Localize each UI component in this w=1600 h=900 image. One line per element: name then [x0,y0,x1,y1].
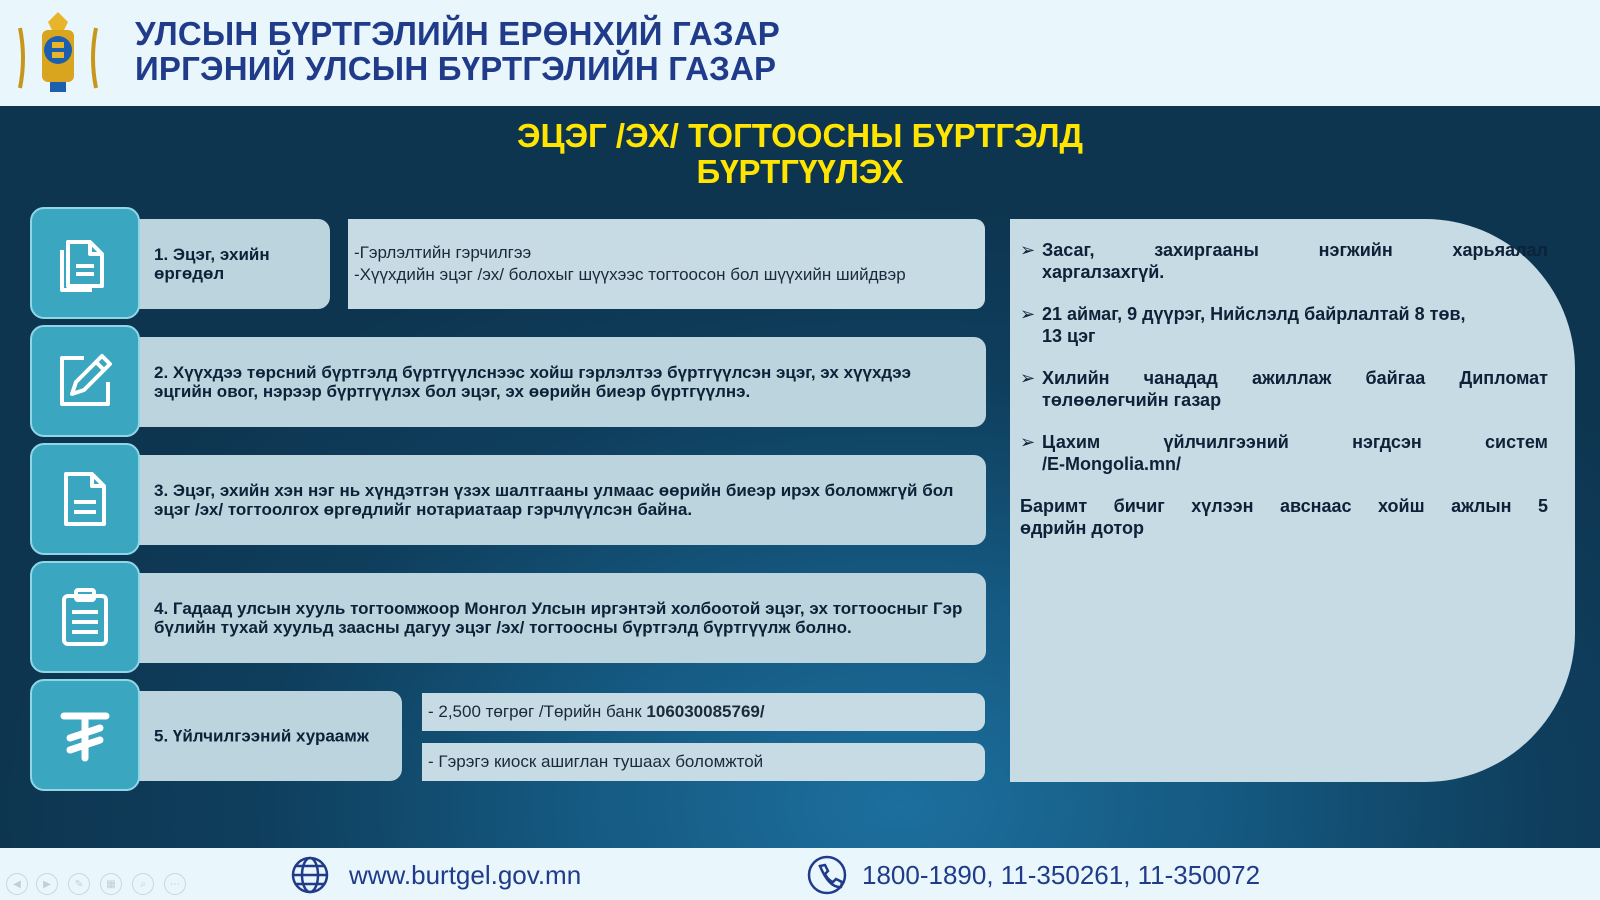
org-title-line2: ИРГЭНИЙ УЛСЫН БҮРТГЭЛИЙН ГАЗАР [135,50,777,87]
processing-time-line2: өдрийн дотор [1020,518,1144,538]
org-title-line1: УЛСЫН БҮРТГЭЛИЙН ЕРӨНХИЙ ГАЗАР [135,15,781,52]
next-slide-icon[interactable]: ▶ [36,873,58,895]
step-1-detail-1: -Гэрлэлтийн гэрчилгээ [354,243,532,262]
slide-title-line1: ЭЦЭГ /ЭХ/ ТОГТООСНЫ БҮРТГЭЛД [516,117,1084,154]
step-4-panel [138,573,986,663]
slide-title-line2: БҮРТГҮҮЛЭХ [696,153,904,190]
step-3-panel [138,455,986,545]
clipboard-icon [50,582,120,652]
info-bullet-4 [1020,431,1548,475]
info-bullet-1 [1020,239,1548,283]
tugrik-icon [50,700,120,770]
info-bullet-1-line2: харгалзахгүй. [1042,262,1165,282]
step-2-panel [138,337,986,427]
info-bullet-4-line1: Цахим үйлчилгээний нэгдсэн систем [1042,432,1548,452]
step-1-panel [138,219,330,309]
processing-time-note [1020,495,1548,539]
website-link[interactable]: www.burtgel.gov.mn [349,860,582,890]
step-5-icon-box [30,679,140,791]
step-1-label: 1. Эцэг, эхийн өргөдөл [154,245,270,283]
more-options-icon[interactable]: ⋯ [164,873,186,895]
fee-amount [422,693,985,731]
info-bullet-3-line2: төлөөлөгчийн газар [1042,390,1222,410]
state-emblem-icon [12,8,104,100]
document-icon [50,464,120,534]
fee-kiosk-text: - Гэрэгэ киоск ашиглан тушаах боломжтой [428,752,764,771]
bullet-arrow-icon: ➢ [1020,368,1036,388]
step-2-icon-box [30,325,140,437]
step-4-label: 4. Гадаад улсын хууль тогтоомжоор Монгол Улсын иргэнтэй холбоотой эцэг, эх тогтоосныг Гэр бүлийн тухай хуульд заасны дагуу эцэг /эх/ тогтоосны бүртгэлд бүртгүүлж болно. [154,599,963,637]
info-panel [1010,219,1575,782]
bullet-arrow-icon: ➢ [1020,240,1036,260]
info-bullet-2-line1: 21 аймаг, 9 дүүрэг, Нийслэлд байрлалтай 8 төв, [1042,304,1466,324]
fee-amount-text [428,701,985,723]
header [0,0,1600,106]
step-5-panel [138,691,402,781]
phone-icon [806,854,848,896]
info-bullet-4-line2: /E-Mongolia.mn/ [1042,454,1181,474]
slides-grid-icon[interactable]: ▦ [100,873,122,895]
phone-numbers: 1800-1890, 11-350261, 11-350072 [862,860,1261,890]
fee-amount-prefix: - 2,500 төгрөг /Төрийн банк [428,702,647,721]
info-bullet-3 [1020,367,1548,411]
step-1-icon-box [30,207,140,319]
step-3-icon-box [30,443,140,555]
bullet-arrow-icon: ➢ [1020,304,1036,324]
step-4-icon-box [30,561,140,673]
fee-bank-account: 106030085769/ [646,702,765,721]
pen-tool-icon[interactable]: ✎ [68,873,90,895]
slide-body [0,106,1600,848]
slide-title [0,118,1600,190]
info-bullet-1-line1: Засаг, захиргааны нэгжийн харьяалал [1042,240,1548,260]
zoom-icon[interactable]: ⌕ [132,873,154,895]
bullet-arrow-icon: ➢ [1020,432,1036,452]
step-2-label: 2. Хүүхдээ төрсний бүртгэлд бүртгүүлснээс хойш гэрлэлтээ бүртгүүлсэн эцэг, эх хүүхдээ эцгийн овог, нэрээр бүртгүүлэх бол эцэг, эх өөрийн биеэр бүртгүүлнэ. [154,363,911,401]
org-title [135,16,780,86]
pen-edit-icon [50,346,120,416]
globe-icon [289,854,331,896]
processing-time-line1: Баримт бичиг хүлээн авснаас хойш ажлын 5 [1020,496,1548,516]
info-bullet-3-line1: Хилийн чанадад ажиллаж байгаа Дипломат [1042,368,1548,388]
fee-kiosk [422,743,985,781]
step-3-label: 3. Эцэг, эхийн хэн нэг нь хүндэтгэн үзэх шалтгааны улмаас өөрийн биеэр ирэх боломжгүй бол эцэг /эх/ тогтоолгох өргөдлийг нотариатаар гэрчлүүлсэн байна. [154,481,954,519]
info-bullet-2-line2: 13 цэг [1042,326,1096,346]
prev-slide-icon[interactable]: ◀ [6,873,28,895]
step-1-detail-2: -Хүүхдийн эцэг /эх/ болохыг шүүхээс тогтоосон бол шүүхийн шийдвэр [354,265,906,284]
step-5-label: 5. Үйлчилгээний хураамж [154,726,369,746]
step-1-details [348,219,985,309]
documents-icon [50,228,120,298]
footer [0,848,1600,900]
info-bullet-2 [1020,303,1548,347]
